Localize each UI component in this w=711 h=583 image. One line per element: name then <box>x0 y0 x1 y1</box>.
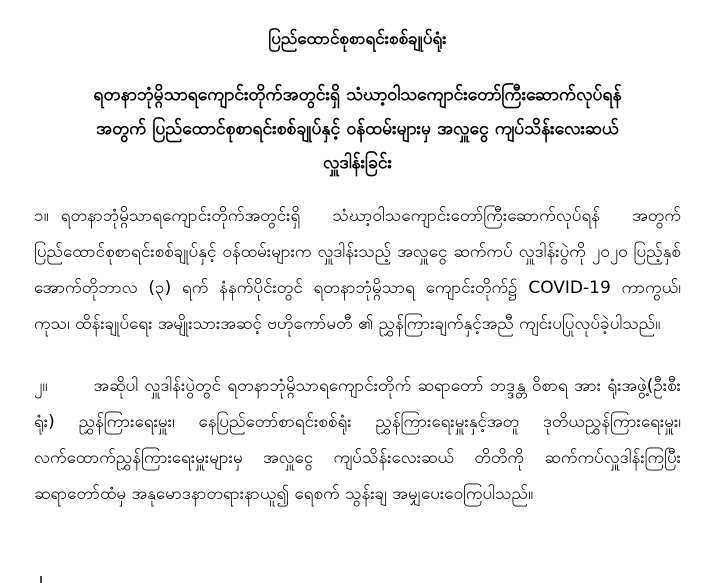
paragraph-1-text: ရတနာဘုံမ္ဂိသာရကျောင်းတိုက်အတွင်းရှိ သံဃာ့ဝါသကျောင်းတော်ကြီးဆောက်လုပ်ရန် အတွက် ပြည်ထောင်စုစာရင်းစစ်ချုပ်နှင့် ဝန်ထမ်းများက လှူဒါန်းသည့် အလှူငွေ ဆက်ကပ် လှူဒါန်းပွဲကို ၂၀၂၀ ပြည့်နှစ် အောက်တိုဘာလ (၃) ရက် နံနက်ပိုင်းတွင် ရတနာဘုံမ္ဂိသာရ ကျောင်းတိုက်၌ COVID-19 ကာကွယ်၊ ကုသ၊ ထိန်းချုပ်ရေး အမျိုးသားအဆင့် ဗဟိုကော်မတီ ၏ ညွှန်ကြားချက်နှင့်အညီ ကျင်းပပြုလုပ်ခဲ့ပါသည်။ <box>34 206 681 334</box>
paragraph-2 <box>34 368 681 512</box>
paragraph-2-number: ၂။ <box>34 376 48 396</box>
cutoff-next-line-fragment <box>40 576 42 583</box>
heading-line-3: လှူဒါန်းခြင်း <box>323 153 392 173</box>
page-title: ပြည်ထောင်စုစာရင်းစစ်ချုပ်ရုံး <box>268 29 447 49</box>
paragraph-1-number: ၁။ <box>34 206 49 226</box>
heading-line-2: အတွက် ပြည်ထောင်စုစာရင်းစစ်ချုပ်နှင့် ဝန်ထမ်းများမှ အလှူငွေ ကျပ်သိန်းလေးဆယ် <box>96 119 619 139</box>
document-heading <box>34 78 681 180</box>
heading-line-1: ရတနာဘုံမ္ဂိသာရကျောင်းတိုက်အတွင်းရှိ သံဃာ့ဝါသကျောင်းတော်ကြီးဆောက်လုပ်ရန် <box>93 85 622 105</box>
paragraph-2-text: အဆိုပါ လှူဒါန်းပွဲတွင် ရတနာဘုံမ္ဂိသာရကျောင်းတိုက် ဆရာတော် ဘဒ္ဒန္တ ဝိစာရ အား ရုံးအဖွဲ့(ဦးစီးရုံး) ညွှန်ကြားရေးမှူး၊ နေပြည်တော်စာရင်းစစ်ရုံး ညွှန်ကြားရေးမှူးနှင့်အတူ ဒုတိယညွှန်ကြားရေးမှူး၊ လက်ထောက်ညွှန်ကြားရေးမှူးများမှ အလှူငွေ ကျပ်သိန်းလေးဆယ် တိတိကို ဆက်ကပ်လှူဒါန်းကြပြီး ဆရာတော်ထံမှ အနုမောဒနာတရားနာယူ၍ ရေစက် သွန်းချ အမျှပေးဝေကြပါသည်။ <box>34 376 681 504</box>
paragraph-1 <box>34 198 681 342</box>
